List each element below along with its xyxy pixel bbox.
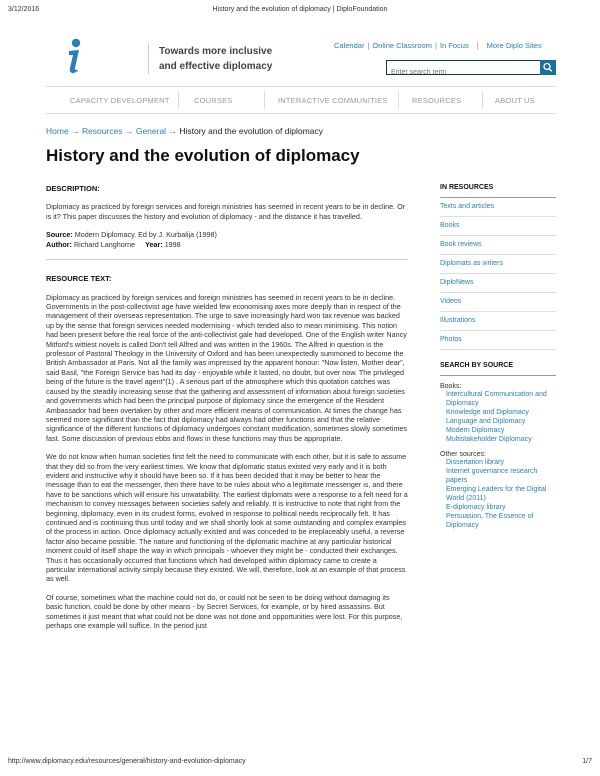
year-label: Year:: [145, 239, 163, 249]
sidebar-item-books[interactable]: Books: [440, 217, 556, 236]
breadcrumb-current: History and the evolution of diplomacy: [179, 126, 323, 136]
description-heading: DESCRIPTION:: [46, 184, 100, 193]
breadcrumb-home[interactable]: Home: [46, 126, 69, 136]
sidebar: [440, 184, 556, 531]
main-content: [46, 184, 408, 639]
print-document-title: History and the evolution of diplomacy | DiploFoundation: [212, 6, 388, 13]
nav-divider: [482, 91, 483, 109]
search-input[interactable]: [387, 66, 537, 79]
breadcrumb-arrow: →: [168, 126, 177, 136]
link-separator: |: [367, 41, 370, 50]
sidebar-item-videos[interactable]: Videos: [440, 293, 556, 312]
calendar-link[interactable]: Calendar: [334, 41, 365, 50]
other-sources-label: Other sources:: [440, 451, 486, 459]
nav-interactive-communities[interactable]: INTERACTIVE COMMUNITIES: [278, 96, 388, 105]
description-text: Diplomacy as practiced by foreign services and foreign ministries has seemed in recent years to be in decline. Or is it? This paper discusses the history and evolution of diplomacy - and the distance it has travelled.: [46, 202, 406, 221]
sidebar-item-diplonews[interactable]: DiploNews: [440, 274, 556, 293]
nav-divider: [398, 91, 399, 109]
sidebar-item-book-reviews[interactable]: Book reviews: [440, 236, 556, 255]
breadcrumb-arrow: →: [124, 126, 134, 136]
print-date: 3/12/2016: [8, 6, 40, 13]
books-label: Books:: [440, 383, 462, 390]
search-box: [386, 60, 556, 75]
print-url: http://www.diplomacy.edu/resources/general/history-and-evolution-diplomacy: [8, 758, 246, 765]
nav-divider: [178, 91, 179, 109]
sidebar-item-texts-articles[interactable]: Texts and articles: [440, 198, 556, 217]
sidebar-item-illustrations[interactable]: Illustrations: [440, 312, 556, 331]
in-resources-title: IN RESOURCES: [440, 184, 556, 198]
diplo-logo-icon[interactable]: [62, 38, 86, 74]
top-links: [334, 41, 542, 50]
search-by-source-title: SEARCH BY SOURCE: [440, 362, 556, 376]
source-link[interactable]: E-diplomacy library: [446, 503, 506, 511]
site-tagline: [148, 44, 318, 74]
source-link[interactable]: Emerging Leaders for the Digital World (2011): [446, 486, 547, 503]
tagline-line-2: and effective diplomacy: [159, 61, 273, 72]
print-footer: [8, 758, 592, 770]
link-separator: |: [476, 41, 479, 50]
search-button[interactable]: [540, 60, 556, 75]
sidebar-item-photos[interactable]: Photos: [440, 331, 556, 350]
source-link[interactable]: Language and Diplomacy: [446, 417, 526, 425]
print-page-number: 1/7: [582, 758, 592, 765]
author-value: Richard Langhorne: [73, 239, 136, 249]
in-focus-link[interactable]: In Focus: [439, 41, 469, 50]
source-value: Modern Diplomacy. Ed by J. Kurbalija (1998): [74, 230, 217, 240]
breadcrumb: [46, 126, 323, 136]
source-label: Source:: [46, 230, 73, 240]
author-label: Author:: [46, 239, 72, 249]
sidebar-item-diplomats-writers[interactable]: Diplomats as writers: [440, 255, 556, 274]
source-link[interactable]: Intercultural Communication and Diplomacy: [446, 391, 547, 407]
print-header: [8, 6, 592, 18]
nav-capacity-development[interactable]: CAPACITY DEVELOPMENT: [70, 96, 170, 105]
resource-paragraph-1: Diplomacy as practiced by foreign services and foreign ministries has seemed in recent years to be in decline. Governments in the post-collectivist age have wielded few economising axes more deeply than in respect of the management of their overseas representation. The urge to save increasingly hard won tax revenue was backed up by the sense that foreign services needed modernising - which tended also to mean minimising. This notion had been present before the real force of the anti-collectivist gale had developed. One of the English writer Nancy Mitford's wittiest novels is called Don't tell Alfred and was written in the 1960s. The Alfred in question is the professor of Pastoral Theology in the University of Oxford and has been unexpectedly summoned to become the British Ambassador at Paris. Not all the family was impressed by the apparent honour: "Now listen, Mother dear", said Basil, "the Foreign Service has had its day - enjoyable while it lasted, no doubt, but over now. The privileged being of the future is the travel agent"(1) . A serious part of the atmosphere which this quotation catches was caused by the steadily increasing sense that the gathering and assessment of information about foreign societies and governments which had been the principal purpose of diplomacy since the emergence of the Resident Ambassador had been overtaken by other and more efficient means of communication. At times the change has seemed more significant than the fact that diplomacy had always had other functions and that the relative significance of the different functions of diplomacy undergoes constant modification, sometimes slowly sometimes fast. Some discussion of previous ebbs and flows in these functions may thus be appropriate.: [46, 292, 408, 443]
nav-courses[interactable]: COURSES: [194, 96, 233, 105]
section-divider: [46, 259, 408, 260]
nav-about-us[interactable]: ABOUT US: [495, 96, 535, 105]
resource-meta: [46, 230, 408, 249]
source-link[interactable]: Persuasion, The Essence of Diplomacy: [446, 512, 534, 529]
breadcrumb-resources[interactable]: Resources: [81, 126, 123, 136]
source-link[interactable]: Modern Diplomacy: [446, 426, 505, 434]
link-separator: |: [435, 41, 437, 50]
nav-divider: [264, 91, 265, 109]
nav-resources[interactable]: RESOURCES: [412, 96, 462, 105]
in-resources-list: [440, 198, 556, 350]
tagline-line-1: Towards more inclusive: [159, 46, 273, 57]
resource-paragraph-3: Of course, sometimes what the machine could not do, or could not be seen to be doing without damaging its basic function, could be done by other means - by Secret Services, for example, or by hired assassins. But sometimes it just meant that what could not be done was not done and opportunities were lost. For this purpose, perhaps one example will suffice. In the period just: [46, 592, 403, 631]
breadcrumb-arrow: →: [71, 126, 80, 136]
page-title: History and the evolution of diplomacy: [46, 146, 360, 165]
year-value: 1998: [164, 239, 181, 249]
search-icon: [540, 60, 556, 75]
online-classroom-link[interactable]: Online Classroom: [372, 41, 432, 50]
main-nav: [46, 86, 556, 114]
breadcrumb-general[interactable]: General: [135, 126, 167, 136]
more-diplo-sites-link[interactable]: More Diplo Sites: [486, 41, 542, 50]
source-link[interactable]: Dissertation library: [446, 459, 504, 467]
resource-paragraph-2: We do not know when human societies first felt the need to communicate with each other, but it is safe to assume that they did so from the very earliest times. We know that diplomatic status existed very early and it is both evident and instructive why it should have been so. If it has been decided that it may be better to hear the message than to eat the messenger, then there have to be rules about who a legitimate messenger is, and there have to be sanctions which will ensure his unwatability. The earliest diplomats were a response to a felt need for a mechanism to convey messages between societies safely and reliably. It is instructive to note that right from the beginning, diplomacy, even in its crudest forms, evolved in response to political needs reciprocally felt. It has continued and is continuing thus until today and we shall shortly look at some outstanding and complex examples of the process in action. Once diplomacy actually existed and was conceded to be irreplaceably useful, a reverse factor also became possible. The nature and functioning of the diplomatic machine at any particular historical moment could of itself shape the way in which principals - whoever they might be - conducted their exchanges. Thus it has occasionally occurred that functions which had developed within diplomacy came to create a particular international activity simply because they existed. We will, therefore, look at an example of that process as well.: [46, 452, 408, 584]
search-by-source: [440, 362, 556, 531]
source-link[interactable]: Knowledge and Diplomacy: [446, 408, 529, 416]
source-link[interactable]: Multistakeholder Diplomacy: [446, 435, 532, 443]
resource-text-heading: RESOURCE TEXT:: [46, 274, 112, 284]
source-link[interactable]: Internet governance research papers: [446, 468, 538, 485]
